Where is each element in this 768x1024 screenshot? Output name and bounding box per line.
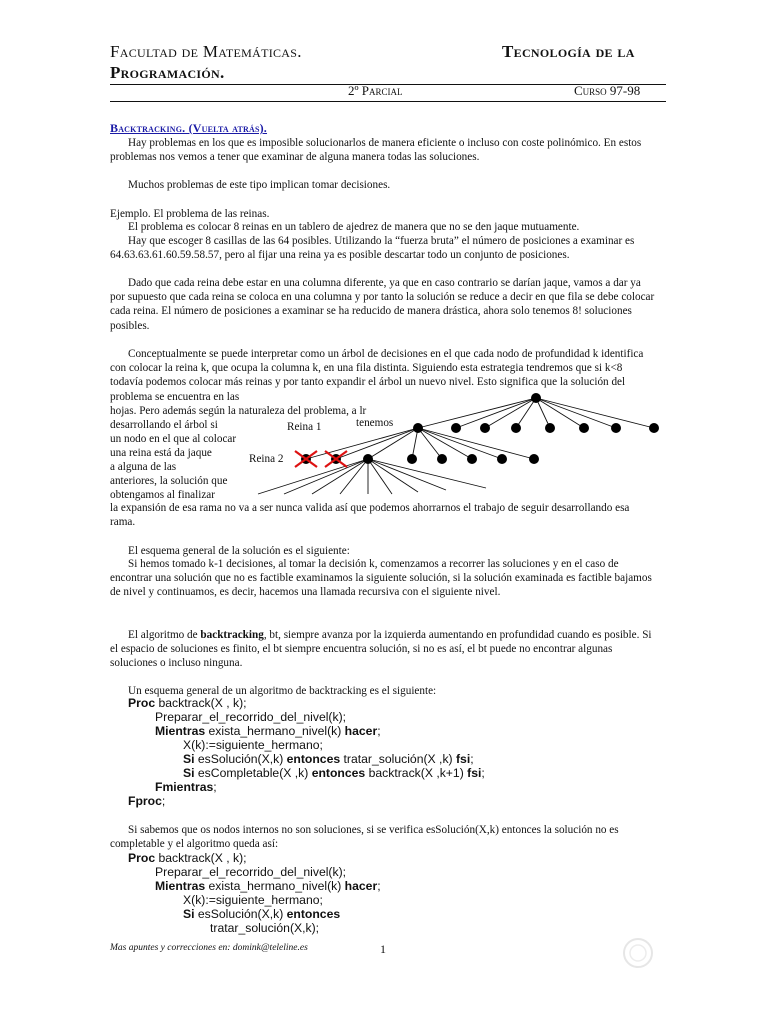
paragraph-k-decisions: Si hemos tomado k-1 decisiones, al tomar la decisión k, comenzamos a recorrer las soluciones y en el caso de encontrar una solución que no es factible examinamos la siguiente solución, si la solución examinada es factible bajamos de nivel y continuamos, es decir, hacemos una llamada recursiva con el siguiente nivel. — [110, 558, 652, 599]
header-subject-cont: Programación. — [110, 63, 225, 82]
code2-line-while: Mientras exista_hermano_nivel(k) hacer; — [155, 879, 381, 893]
wrap-line-4: una reina está da jaque — [110, 447, 212, 459]
paragraph-columns: Dado que cada reina debe estar en una columna diferente, ya que en caso contrario se darían jaque, vamos a dar ya por supuesto que cada reina se coloca en una columna y por tanto la solución se reduce a decir en que fila se debe colocar cada reina. El número de posiciones a examinar se ha reducido de manera drástica, ahora solo tenemos 8! soluciones posibles. — [110, 277, 655, 332]
wrap-line-7: obtengamos al finalizar — [110, 489, 215, 501]
header-faculty: Facultad de Matemáticas. — [110, 42, 302, 61]
wrap-line-2b: tenemos — [356, 417, 394, 429]
code1-line-prepare: Preparar_el_recorrido_del_nivel(k); — [155, 710, 347, 724]
code2-line-proc: Proc backtrack(X , k); — [128, 851, 247, 865]
header-exam: 2º Parcial — [348, 83, 403, 98]
example-heading: Ejemplo. El problema de las reinas. — [110, 208, 270, 220]
paragraph-decision-tree: Conceptualmente se puede interpretar como un árbol de decisiones en el que cada nodo de profundidad k identifica con colocar la reina k, que ocupa la columna k, en una fila distinta. Siguiendo esta estrategia tendremos que si k<8 todavía podemos colocar más reinas y por tanto expandir el árbol un nuevo nivel. Esto significa que la solución del problema se encuentra en las — [110, 348, 644, 403]
decision-tree-diagram — [240, 388, 670, 498]
header-course: Curso 97-98 — [574, 83, 641, 98]
paragraph-general-scheme: Un esquema general de un algoritmo de backtracking es el siguiente: — [128, 685, 437, 697]
wrap-line-1: hojas. Pero además según la naturaleza del problema, a lr — [110, 405, 367, 417]
paragraph-scheme: El esquema general de la solución es el siguiente: — [128, 545, 350, 557]
code2-line-treat: tratar_solución(X,k); — [210, 921, 320, 935]
paragraph-intro: Hay problemas en los que es imposible solucionarlos de manera eficiente o incluso con coste polinómico. En estos problemas nos vemos a tener que examinar de alguna manera todas las soluciones. — [110, 137, 642, 164]
paragraph-decisions: Muchos problemas de este tipo implican tomar decisiones. — [128, 179, 391, 191]
wrap-line-6: anteriores, la solución que — [110, 475, 228, 487]
header-subject: Tecnología de la — [502, 42, 635, 61]
code1-line-proc: Proc backtrack(X , k); — [128, 696, 247, 710]
wrap-line-3: un nodo en el que al colocar — [110, 433, 237, 445]
paragraph-internal-nodes: Si sabemos que os nodos internos no son soluciones, si se verifica esSolución(X,k) entonces la solución no es completable y el algoritmo queda así: — [110, 824, 619, 851]
label-reina-1: Reina 1 — [287, 421, 322, 433]
code1-line-endproc: Fproc; — [128, 794, 166, 808]
wrap-line-2: desarrollando el árbol si — [110, 419, 218, 431]
code2-line-prepare: Preparar_el_recorrido_del_nivel(k); — [155, 865, 347, 879]
label-reina-2: Reina 2 — [249, 453, 284, 465]
paragraph-prune: la expansión de esa rama no va a ser nunca valida así que podemos ahorrarnos el trabajo de seguir desarrollando esa rama. — [110, 502, 630, 529]
watermark-seal-icon — [618, 936, 658, 970]
code1-line-assign: X(k):=siguiente_hermano; — [183, 738, 323, 752]
paragraph-queens-problem: El problema es colocar 8 reinas en un tablero de ajedrez de manera que no se den jaque mutuamente. — [128, 221, 580, 233]
tree-node-root — [531, 393, 541, 403]
paragraph-brute-force: Hay que escoger 8 casillas de las 64 posibles. Utilizando la “fuerza bruta” el número de posiciones a examinar es 64.63.63.61.60.59.58.57, pero al fijar una reina ya es posible descartar todo un conjunto de posiciones. — [110, 235, 635, 262]
page-number: 1 — [380, 942, 386, 956]
code2-line-assign: X(k):=siguiente_hermano; — [183, 893, 323, 907]
code2-line-if-solution: Si esSolución(X,k) entonces — [183, 907, 341, 921]
wrap-line-5: a alguna de las — [110, 461, 177, 473]
code1-line-while: Mientras exista_hermano_nivel(k) hacer; — [155, 724, 381, 738]
paragraph-bt-algorithm: El algoritmo de backtracking, bt, siempre avanza por la izquierda aumentando en profundidad cuando es posible. Si el espacio de soluciones es finito, el bt siempre encuentra solución, si no es así, el bt puede no encontrar algunas soluciones o incluso ninguna. — [110, 629, 652, 670]
code1-line-endwhile: Fmientras; — [155, 780, 217, 794]
code1-line-if-completable: Si esCompletable(X ,k) entonces backtrack(X ,k+1) fsi; — [183, 766, 485, 780]
section-title[interactable]: Backtracking. (Vuelta atrás). — [110, 121, 268, 135]
footer-notes: Mas apuntes y correcciones en: domink@teleline.es — [110, 943, 308, 953]
header-rule-bottom — [110, 101, 666, 102]
code1-line-if-solution: Si esSolución(X,k) entonces tratar_solución(X ,k) fsi; — [183, 752, 474, 766]
